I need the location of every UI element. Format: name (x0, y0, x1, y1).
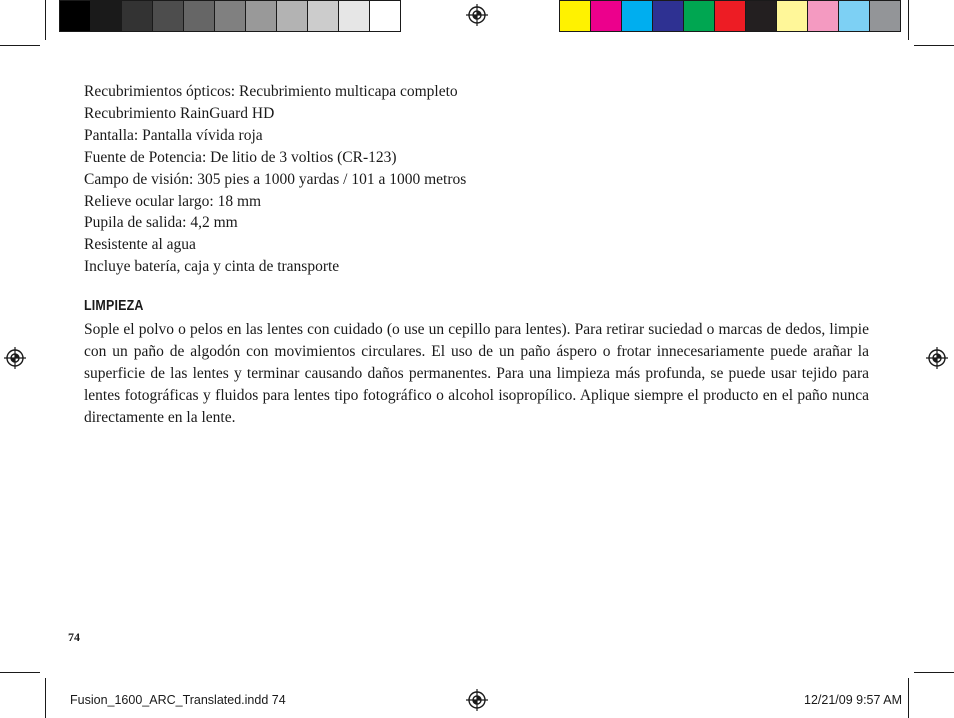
cleaning-heading: LIMPIEZA (84, 298, 144, 314)
gray-swatch-4 (152, 0, 184, 32)
spec-item: Relieve ocular largo: 18 mm (84, 192, 262, 210)
gray-swatch-8 (276, 0, 308, 32)
crop-mark-bottom-left-h (0, 672, 40, 673)
gray-swatch-1 (59, 0, 91, 32)
spec-item: Fuente de Potencia: De litio de 3 voltios (CR-123) (84, 148, 397, 166)
registration-mark-bottom-icon (466, 689, 488, 711)
grayscale-color-bar (59, 0, 400, 32)
color-swatch-3 (621, 0, 653, 32)
crop-mark-top-left-v (45, 0, 46, 40)
slug-file-name: Fusion_1600_ARC_Translated.indd 74 (70, 693, 286, 707)
crop-mark-bottom-right-v (908, 678, 909, 718)
gray-swatch-10 (338, 0, 370, 32)
registration-mark-top-icon (466, 4, 488, 26)
page-number: 74 (68, 630, 80, 644)
crop-mark-bottom-right-h (914, 672, 954, 673)
spec-item: Pupila de salida: 4,2 mm (84, 214, 238, 232)
process-color-bar (559, 0, 900, 32)
gray-swatch-6 (214, 0, 246, 32)
color-swatch-9 (807, 0, 839, 32)
color-swatch-2 (590, 0, 622, 32)
crop-mark-top-right-h (914, 45, 954, 46)
registration-mark-right-icon (926, 347, 948, 369)
color-swatch-5 (683, 0, 715, 32)
color-swatch-6 (714, 0, 746, 32)
spec-item: Pantalla: Pantalla vívida roja (84, 126, 263, 144)
color-swatch-11 (869, 0, 901, 32)
crop-mark-top-left-h (0, 45, 40, 46)
color-swatch-10 (838, 0, 870, 32)
gray-swatch-5 (183, 0, 215, 32)
color-swatch-4 (652, 0, 684, 32)
cleaning-paragraph: Sople el polvo o pelos en las lentes con cuidado (o use un cepillo para lentes). Para retirar suciedad o marcas de dedos, limpie con un paño de algodón con movimientos circulares. El uso de un paño áspero o frotar innecesariamente puede arañar la superficie de las lentes y terminar causando daños permanentes. Para una limpieza más profunda, se puede usar tejido para lentes fotográficas y fluidos para lentes tipo fotográfico o alcohol isopropílico. Aplique siempre el producto en el paño nunca directamente en la lente. (84, 321, 869, 426)
crop-mark-bottom-left-v (45, 678, 46, 718)
spec-item: Recubrimientos ópticos: Recubrimiento multicapa completo (84, 83, 458, 100)
spec-item: Incluye batería, caja y cinta de transporte (84, 258, 340, 276)
gray-swatch-2 (90, 0, 122, 32)
spec-item: Recubrimiento RainGuard HD (84, 104, 275, 122)
spec-item: Campo de visión: 305 pies a 1000 yardas / 101 a 1000 metros (84, 170, 467, 188)
registration-mark-left-icon (4, 347, 26, 369)
gray-swatch-7 (245, 0, 277, 32)
gray-swatch-9 (307, 0, 339, 32)
color-swatch-8 (776, 0, 808, 32)
color-swatch-1 (559, 0, 591, 32)
color-swatch-7 (745, 0, 777, 32)
spec-item: Resistente al agua (84, 236, 196, 254)
gray-swatch-11 (369, 0, 401, 32)
slug-date-time: 12/21/09 9:57 AM (804, 693, 902, 707)
gray-swatch-3 (121, 0, 153, 32)
specifications-list (84, 81, 466, 278)
crop-mark-top-right-v (908, 0, 909, 40)
